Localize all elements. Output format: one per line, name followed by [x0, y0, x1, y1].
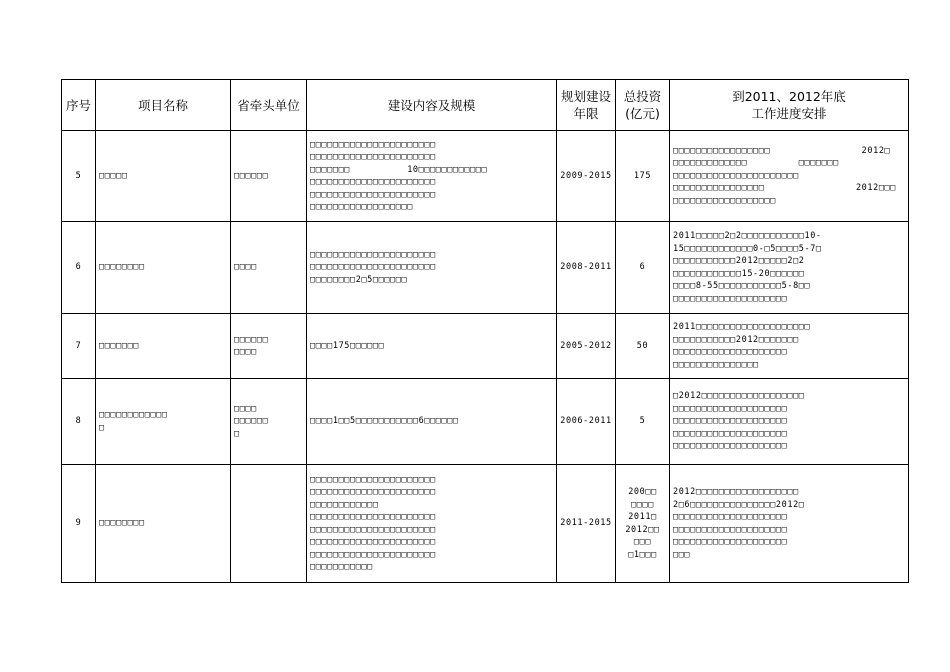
cell-seq: 9 — [62, 465, 96, 583]
header-invest: 总投资 (亿元) — [616, 80, 670, 131]
cell-lead: □□□□ □□□□□□ □ — [231, 379, 307, 465]
cell-seq: 5 — [62, 131, 96, 222]
cell-name: □□□□□□□□ — [96, 222, 231, 314]
cell-seq: 7 — [62, 314, 96, 379]
cell-content: □□□□□□□□□□□□□□□□□□□□□□ □□□□□□□□□□□□□□□□□□□□□□ □□□□□□□□□□□□ □□□□□□□□□□□□□□□□□□□□□□ □□□□□□□□□□□□□□□□□□□□□□ □□□□□□□□□□□□□□□□□□□□□□ □□□□□□□□□□□□□□□□□□□□□□ □□□□□□□□□□□ — [307, 465, 557, 583]
header-row — [62, 80, 909, 131]
cell-name: □□□□□□□□ — [96, 465, 231, 583]
header-progress: 到2011、2012年底 工作进度安排 — [670, 80, 909, 131]
project-table — [61, 79, 909, 583]
cell-lead: □□□□ — [231, 222, 307, 314]
cell-period: 2008-2011 — [557, 222, 616, 314]
cell-lead: □□□□□□ □□□□ — [231, 314, 307, 379]
cell-lead: □□□□□□ — [231, 131, 307, 222]
cell-seq: 8 — [62, 379, 96, 465]
cell-progress: □□□□□□□□□□□□□□□□□ 2012□ □□□□□□□□□□□□□ □□□□□□□ □□□□□□□□□□□□□□□□□□□□□□ □□□□□□□□□□□□□□□□ 2012□□□ □□□□□□□□□□□□□□□□□□ — [670, 131, 909, 222]
table-row — [62, 465, 909, 583]
table-row — [62, 131, 909, 222]
cell-content: □□□□□□□□□□□□□□□□□□□□□□ □□□□□□□□□□□□□□□□□□□□□□ □□□□□□□□2□5□□□□□□ — [307, 222, 557, 314]
header-period: 规划建设 年限 — [557, 80, 616, 131]
cell-progress: 2011□□□□□□□□□□□□□□□□□□□□ □□□□□□□□□□□2012□□□□□□□ □□□□□□□□□□□□□□□□□□□□ □□□□□□□□□□□□□□□ — [670, 314, 909, 379]
cell-name: □□□□□□□□□□□□ □ — [96, 379, 231, 465]
cell-name: □□□□□□□ — [96, 314, 231, 379]
cell-invest: 50 — [616, 314, 670, 379]
cell-period: 2005-2012 — [557, 314, 616, 379]
cell-progress: □2012□□□□□□□□□□□□□□□□□□ □□□□□□□□□□□□□□□□□□□□ □□□□□□□□□□□□□□□□□□□□ □□□□□□□□□□□□□□□□□□□□ □□□□□□□□□□□□□□□□□□□□ — [670, 379, 909, 465]
cell-invest: 175 — [616, 131, 670, 222]
cell-name: □□□□□ — [96, 131, 231, 222]
cell-period: 2011-2015 — [557, 465, 616, 583]
header-seq: 序号 — [62, 80, 96, 131]
cell-progress: 2011□□□□□2□2□□□□□□□□□□□10- 15□□□□□□□□□□□□0-□5□□□□5-7□ □□□□□□□□□□□2012□□□□□2□2 □□□□□□□□□□□□15-20□□□□□□ □□□□8-55□□□□□□□□□□□5-8□□ □□□□□□□□□□□□□□□□□□□□ — [670, 222, 909, 314]
cell-invest: 6 — [616, 222, 670, 314]
table-row — [62, 222, 909, 314]
cell-progress: 2012□□□□□□□□□□□□□□□□□□ 2□6□□□□□□□□□□□□□□□2012□ □□□□□□□□□□□□□□□□□□□□ □□□□□□□□□□□□□□□□□□□□ □□□□□□□□□□□□□□□□□□□□ □□□ — [670, 465, 909, 583]
table-row — [62, 379, 909, 465]
cell-content: □□□□1□□5□□□□□□□□□□□6□□□□□□ — [307, 379, 557, 465]
cell-period: 2009-2015 — [557, 131, 616, 222]
cell-seq: 6 — [62, 222, 96, 314]
cell-invest: 5 — [616, 379, 670, 465]
header-lead: 省牵头单位 — [231, 80, 307, 131]
cell-lead — [231, 465, 307, 583]
cell-invest: 200□□ □□□□ 2011□ 2012□□ □□□ □1□□□ — [616, 465, 670, 583]
cell-content: □□□□175□□□□□□ — [307, 314, 557, 379]
header-content: 建设内容及规模 — [307, 80, 557, 131]
table-row — [62, 314, 909, 379]
cell-content: □□□□□□□□□□□□□□□□□□□□□□ □□□□□□□□□□□□□□□□□□□□□□ □□□□□□□ 10□□□□□□□□□□□□ □□□□□□□□□□□□□□□□□□□□□□ □□□□□□□□□□□□□□□□□□□□□□ □□□□□□□□□□□□□□□□□□ — [307, 131, 557, 222]
cell-period: 2006-2011 — [557, 379, 616, 465]
header-name: 项目名称 — [96, 80, 231, 131]
